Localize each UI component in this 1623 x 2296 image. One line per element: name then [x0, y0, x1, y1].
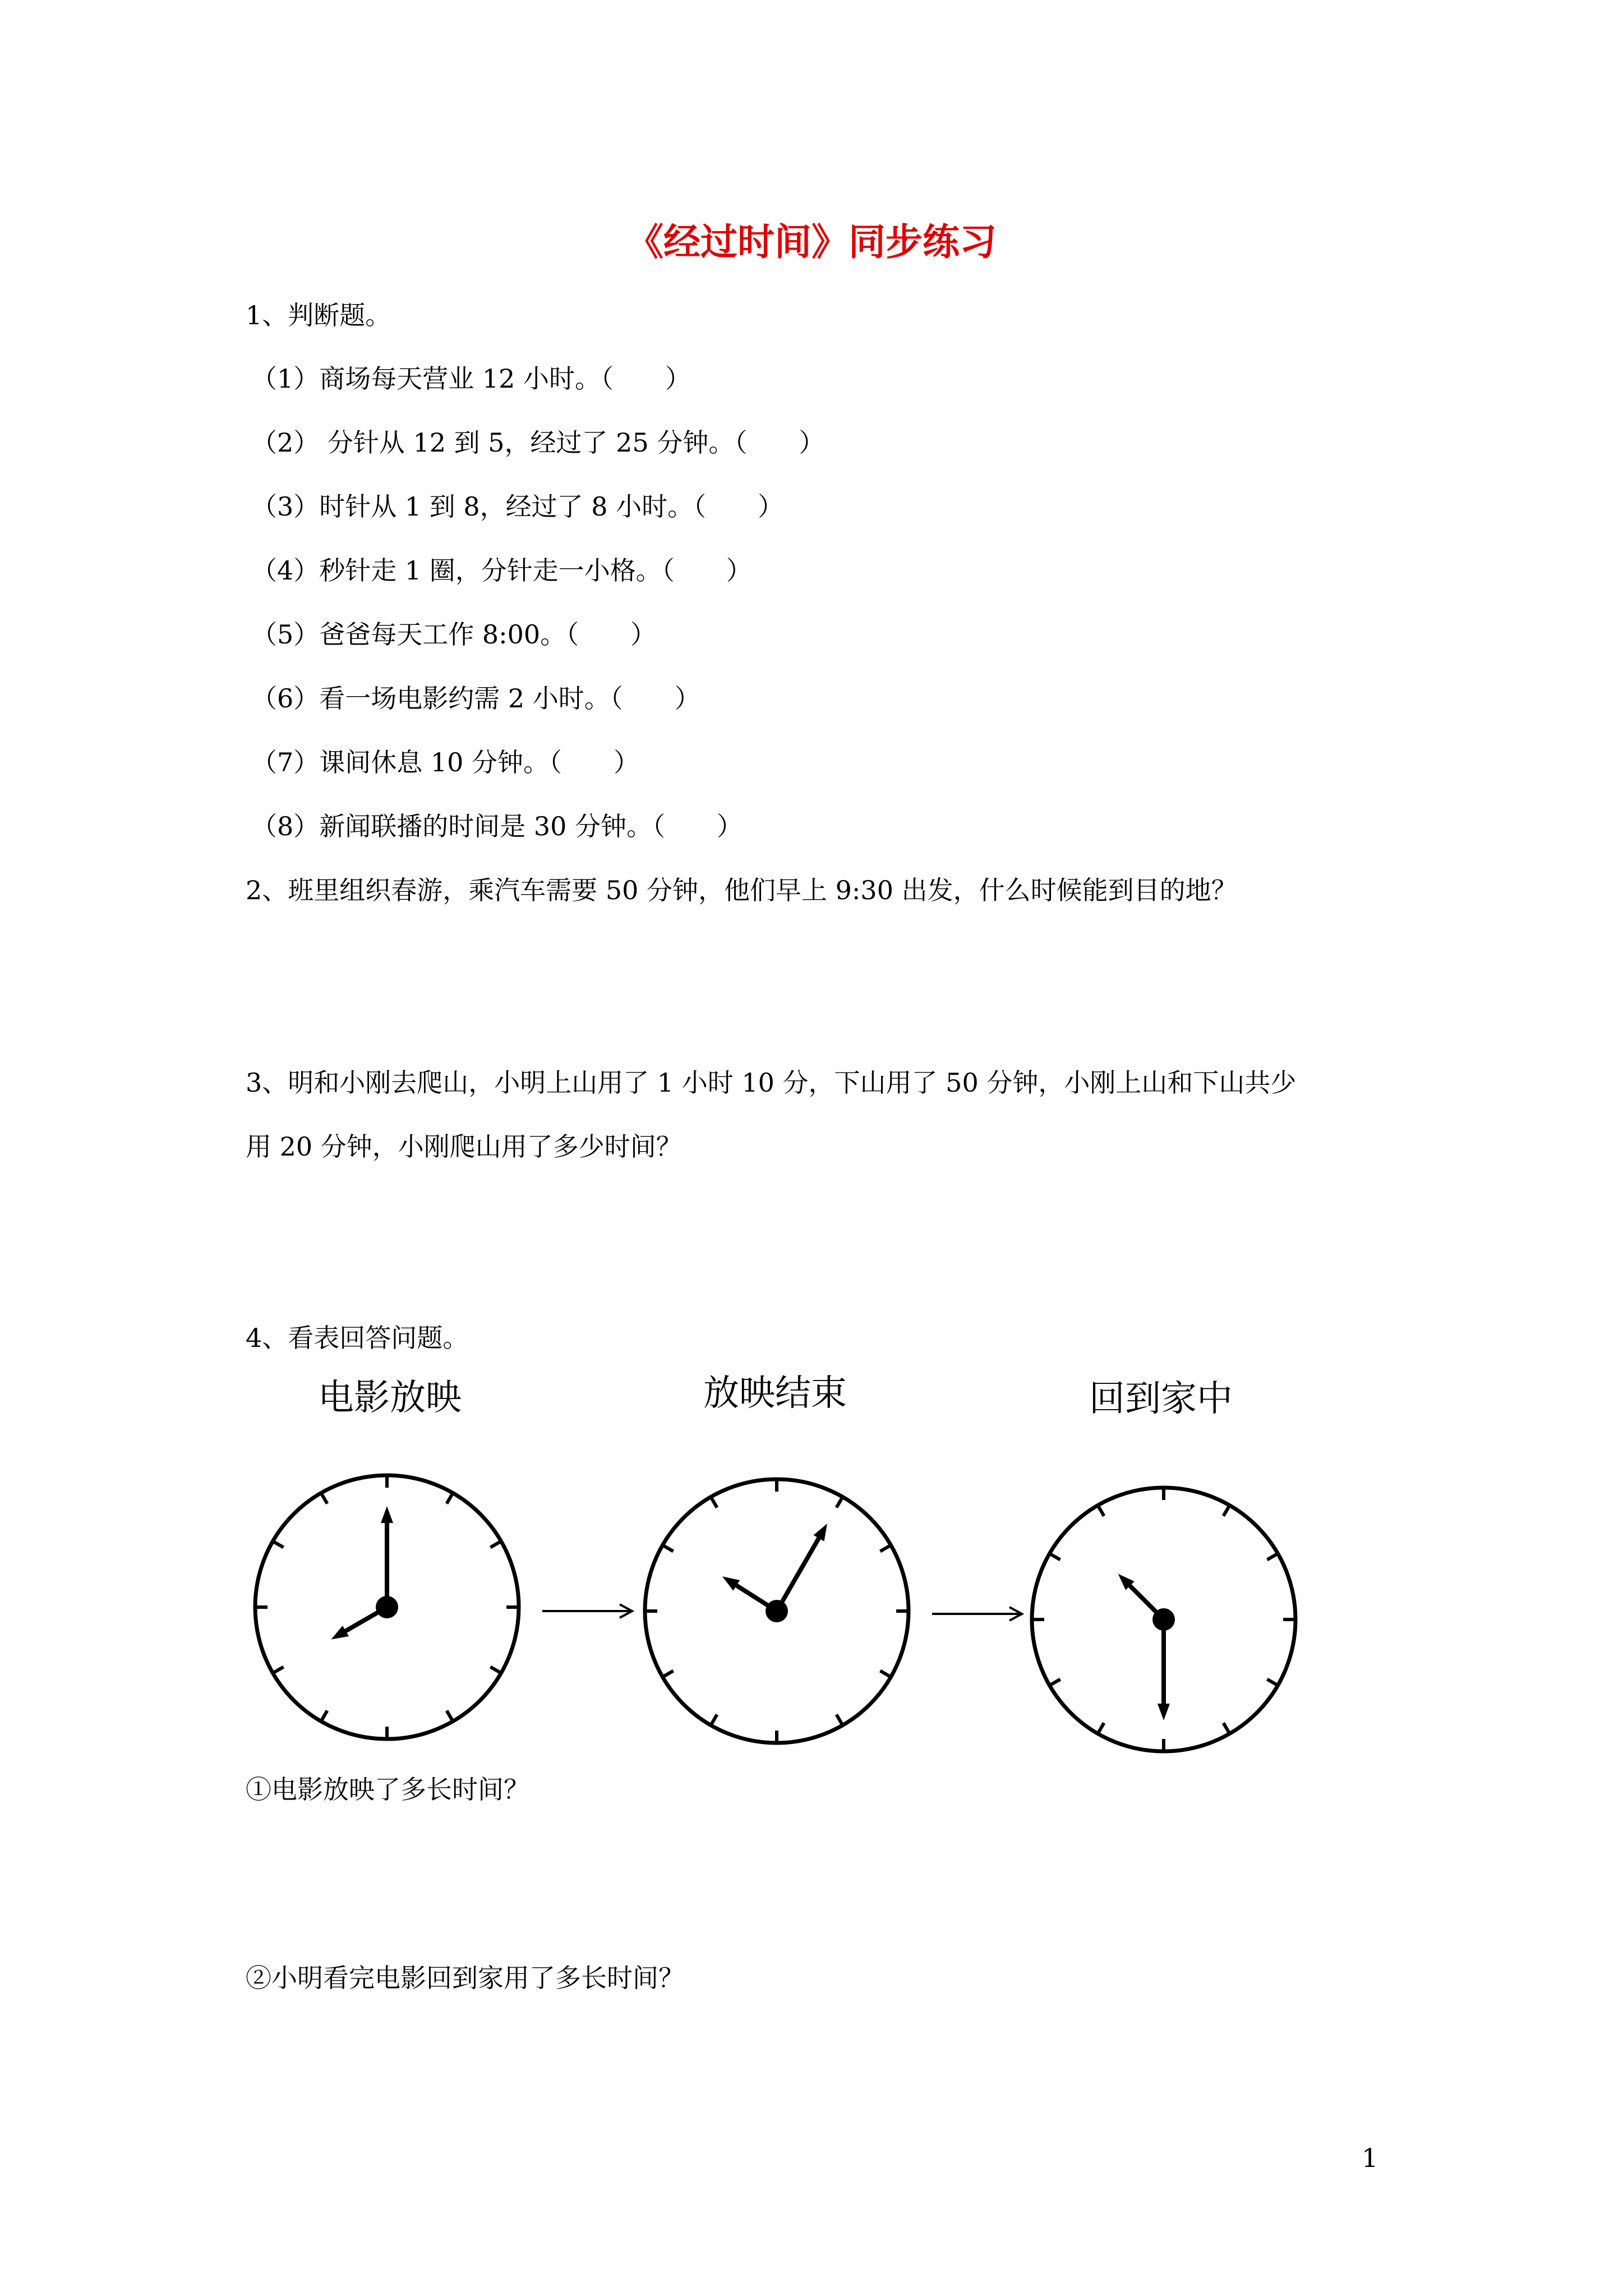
hour-tick — [274, 1542, 283, 1548]
page-title: 《经过时间》同步练习 — [626, 220, 997, 264]
clock-caption-1: 电影放映 — [318, 1377, 462, 1419]
q4-sub-2: ②小明看完电影回到家用了多长时间？ — [246, 1963, 684, 1993]
minute-hand — [1158, 1619, 1170, 1720]
clock-caption-2: 放映结束 — [703, 1373, 847, 1414]
q2-text: 2、班里组织春游，乘汽车需要 50 分钟，他们早上 9:30 出发，什么时候能到目的地？ — [246, 875, 1237, 905]
hour-tick — [274, 1667, 283, 1673]
q1-heading: 1、判断题。 — [246, 300, 391, 330]
hour-tick — [1051, 1680, 1060, 1685]
arrow-right-icon — [931, 1603, 1026, 1625]
hour-tick — [1267, 1554, 1276, 1560]
q1-item-7: （7）课间休息 10 分钟。（ ） — [251, 747, 640, 777]
hour-tick — [447, 1494, 453, 1503]
hour-tick — [1267, 1680, 1276, 1685]
q4-heading: 4、看表回答问题。 — [246, 1323, 469, 1353]
hour-tick — [664, 1546, 673, 1552]
q1-item-4: （4）秒针走 1 圈，分针走一小格。（ ） — [251, 555, 752, 586]
hour-tick — [837, 1498, 842, 1507]
arrow-right-icon — [541, 1600, 637, 1622]
q1-item-5: （5）爸爸每天工作 8:00。（ ） — [251, 619, 657, 650]
hour-tick — [712, 1714, 717, 1723]
hour-tick — [1051, 1554, 1060, 1560]
clock-center — [376, 1596, 398, 1618]
hour-tick — [1224, 1723, 1229, 1732]
q3-line-2: 用 20 分钟，小刚爬山用了多少时间？ — [246, 1131, 682, 1162]
hour-tick — [1224, 1507, 1229, 1516]
q1-item-2: （2） 分针从 12 到 5，经过了 25 分钟。（ ） — [251, 427, 825, 458]
hour-tick — [880, 1546, 889, 1552]
q1-item-1: （1）商场每天营业 12 小时。（ ） — [251, 364, 691, 394]
hour-tick — [837, 1714, 842, 1723]
q3-line-1: 3、明和小刚去爬山，小明上山用了 1 小时 10 分，下山用了 50 分钟，小刚上山和下山共少 — [246, 1068, 1297, 1098]
hour-tick — [1099, 1507, 1104, 1516]
hour-tick — [447, 1710, 453, 1719]
page-number: 1 — [1362, 2143, 1378, 2173]
q1-item-3: （3）时针从 1 到 8，经过了 8 小时。（ ） — [251, 491, 784, 522]
hour-tick — [322, 1494, 328, 1503]
hour-tick — [712, 1498, 717, 1507]
hour-tick — [664, 1671, 673, 1677]
clock-center — [766, 1600, 788, 1622]
clock-caption-3: 回到家中 — [1089, 1378, 1233, 1420]
minute-hand — [777, 1524, 827, 1611]
q4-sub-1: ①电影放映了多长时间？ — [246, 1774, 529, 1805]
hour-tick — [490, 1542, 499, 1548]
clock-1 — [250, 1470, 524, 1745]
minute-hand — [381, 1506, 393, 1607]
clock-2 — [639, 1474, 914, 1749]
hour-tick — [880, 1671, 889, 1677]
clock-center — [1152, 1608, 1175, 1631]
hour-tick — [322, 1710, 328, 1719]
hour-tick — [490, 1667, 499, 1673]
hour-tick — [1099, 1723, 1104, 1732]
q1-item-6: （6）看一场电影约需 2 小时。（ ） — [251, 683, 700, 714]
q1-item-8: （8）新闻联播的时间是 30 分钟。（ ） — [251, 811, 743, 841]
clock-3 — [1026, 1482, 1301, 1757]
